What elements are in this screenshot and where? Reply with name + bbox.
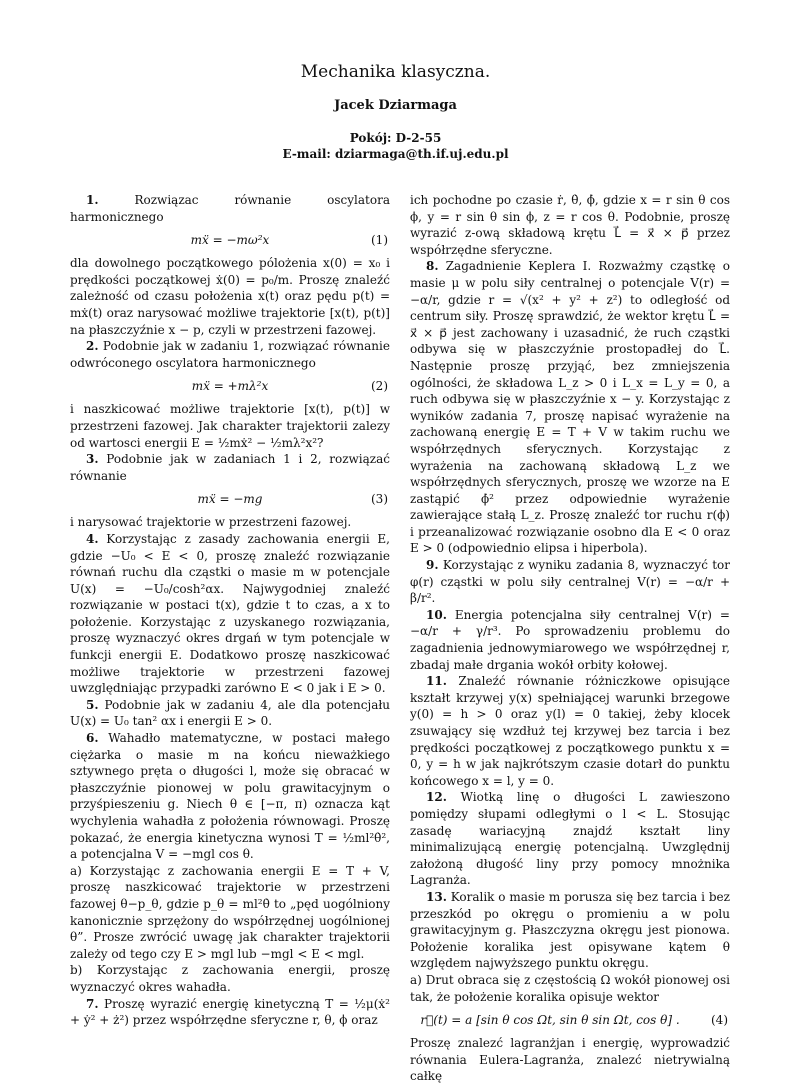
problem-text: Korzystając z wyniku zadania 8, wyznaczyć tor φ(r) cząstki w polu siły centralnej V(r) = −α/r + β/r². bbox=[410, 558, 730, 606]
problem-11 bbox=[410, 673, 730, 789]
document-header bbox=[0, 62, 791, 161]
problem-number: 13. bbox=[426, 889, 447, 904]
problem-3-continued: i narysować trajektorie w przestrzeni fazowej. bbox=[70, 515, 352, 530]
equation-tag: (4) bbox=[711, 1013, 728, 1028]
left-column bbox=[70, 192, 390, 1029]
problem-number: 1. bbox=[86, 193, 99, 207]
problem-text: Podobnie jak w zadaniach 1 i 2, rozwiązać równanie bbox=[70, 452, 390, 483]
problem-text: Wiotką linę o długości L zawieszono pomiędzy słupami odległymi o l < L. Stosując zasadę wariacyjną znajdź kształt liny minimalizującą energię potencjalną. Uwzględnij założoną długość liny przy pomocy mnożnika Lagranża. bbox=[410, 790, 730, 888]
problem-9 bbox=[410, 557, 730, 607]
author-name: Jacek Dziarmaga bbox=[334, 98, 457, 113]
problem-1-continued: dla dowolnego początkowego pólożenia x(0) = x₀ i prędkości początkowej ẋ(0) = p₀/m. Proszę znaleźć zależność od czasu położenia x(t) oraz pędu p(t) = mẋ(t) oraz narysować możliwe trajektorie [x(t), p(t)] na płaszczyźnie x − p, czyli w przestrzeni fazowej. bbox=[70, 256, 390, 337]
room-info: Pokój: D-2-55 bbox=[349, 131, 442, 145]
problem-number: 4. bbox=[86, 531, 99, 546]
email-info: E-mail: dziarmaga@th.if.uj.edu.pl bbox=[282, 147, 509, 161]
problem-5 bbox=[70, 697, 390, 730]
problem-number: 10. bbox=[426, 607, 447, 622]
right-column bbox=[410, 192, 730, 1085]
equation-4 bbox=[410, 1005, 730, 1035]
problem-text: Korzystając z zasady zachowania energii E, gdzie −U₀ < E < 0, proszę znaleźć rozwiązanie równań ruchu dla cząstki o masie m w potencjale U(x) = −U₀/cosh²αx. Najwygodniej znaleźć rozwiązanie w postaci t(x), gdzie t to czas, a x to położenie. Korzystając z uzyskanego rozwiązania, proszę wyznaczyć okres drgań w tym potencjale w funkcji energii E. Dodatkowo proszę naszkicować możliwe trajektorie w przestrzeni fazowej uwzględniając przypadki zarówno E < 0 jak i E > 0. bbox=[70, 531, 390, 696]
problem-number: 12. bbox=[426, 790, 447, 805]
problem-7-continued: ich pochodne po czasie ṙ, θ̇, ϕ̇, gdzie x = r sin θ cos ϕ, y = r sin θ sin ϕ, z = r cos θ. Podobnie, proszę wyrazić z-ową składową krętu L⃗ = x⃗ × p⃗ przez współrzędne sferyczne. bbox=[410, 193, 730, 257]
equation-1 bbox=[70, 225, 390, 255]
problem-6b: b) Korzystając z zachowania energii, proszę wyznaczyć okres wahadła. bbox=[70, 963, 390, 994]
problem-13b: Proszę znalezć lagranżjan i energię, wyprowadzić równania Eulera-Lagranża, znalezć nietrywialną całkę bbox=[410, 1036, 730, 1084]
problem-text: Wahadło matematyczne, w postaci małego ciężarka o masie m na końcu nieważkiego sztywnego pręta o długości l, może się obracać w płaszczyźnie pionowej w polu grawitacyjnym o przyśpieszeniu g. Niech θ ∈ [−π, π) oznacza kąt wychylenia wahadła z położenia równowagi. Proszę pokazać, że energia kinetyczna wynosi T = ½ml²θ̇², a potencjalna V = −mgl cos θ. bbox=[70, 731, 390, 862]
problem-text: Znaleźć równanie różniczkowe opisujące kształt krzywej y(x) spełniającej warunki brzegowe y(0) = h > 0 oraz y(l) = 0 takiej, żeby klocek zsuwający się wzdłuż tej krzywej bez tarcia i bez prędkości początkowej z początkowego punktu x = 0, y = h w jak najkrótszym czasie dotarł do punktu końcowego x = l, y = 0. bbox=[410, 674, 730, 788]
problem-number: 11. bbox=[426, 674, 447, 689]
equation-tag: (3) bbox=[371, 492, 388, 507]
problem-text: Podobnie jak w zadaniu 4, ale dla potencjału U(x) = U₀ tan² αx i energii E > 0. bbox=[70, 697, 390, 729]
equation-text: r⃗(t) = a [sin θ cos Ωt, sin θ sin Ωt, cos θ] . bbox=[420, 1013, 680, 1028]
problem-text: Podobnie jak w zadaniu 1, rozwiązać równanie odwróconego oscylatora harmonicznego bbox=[70, 339, 390, 370]
equation-text: mẍ = +mλ²x bbox=[191, 379, 269, 394]
problem-10 bbox=[410, 607, 730, 673]
problem-number: 9. bbox=[426, 558, 439, 573]
document-title: Mechanika klasyczna. bbox=[300, 62, 491, 82]
problem-number: 2. bbox=[86, 339, 99, 354]
equation-text: mẍ = −mg bbox=[197, 492, 263, 507]
problem-13 bbox=[410, 889, 730, 972]
problem-2 bbox=[70, 338, 390, 371]
problem-text: Rozwiązac równanie oscylatora harmonicznego bbox=[70, 193, 390, 224]
problem-number: 5. bbox=[86, 697, 99, 712]
problem-6 bbox=[70, 730, 390, 863]
problem-6a: a) Korzystając z zachowania energii E = T + V, proszę naszkicować trajektorie w przestrzeni fazowej θ−p_θ, gdzie p_θ = ml²θ̇ to „pęd uogólniony kanonicznie sprzężony do współrzędnej uogólnionej θ”. Prosze zwrócić uwagę jak charakter trajektorii zależy od tego czy E > mgl lub −mgl < E < mgl. bbox=[70, 863, 390, 961]
problem-1 bbox=[70, 192, 390, 225]
problem-number: 6. bbox=[86, 731, 99, 746]
equation-3 bbox=[70, 484, 390, 514]
equation-tag: (2) bbox=[371, 379, 388, 394]
equation-tag: (1) bbox=[371, 233, 388, 248]
problem-4 bbox=[70, 531, 390, 697]
problem-text: Proszę wyrazić energię kinetyczną T = ½μ(ẋ² + ẏ² + ż²) przez współrzędne sferyczne r, θ, ϕ oraz bbox=[70, 996, 390, 1028]
problem-text: Energia potencjalna siły centralnej V(r) = −α/r + γ/r³. Po sprowadzeniu problemu do zagadnienia jednowymiarowego we współrzędnej r, zbadaj małe drgania wokół orbity kołowej. bbox=[410, 607, 730, 672]
problem-12 bbox=[410, 789, 730, 889]
problem-3 bbox=[70, 451, 390, 484]
problem-number: 7. bbox=[86, 996, 99, 1011]
equation-2 bbox=[70, 371, 390, 401]
problem-number: 3. bbox=[86, 452, 99, 467]
problem-8 bbox=[410, 258, 730, 557]
problem-13a: a) Drut obraca się z częstością Ω wokół pionowej osi tak, że położenie koralika opisuje wektor bbox=[410, 972, 730, 1004]
problem-text: Koralik o masie m porusza się bez tarcia i bez przeszkód po okręgu o promieniu a w polu grawitacyjnym g. Płaszczyzna okręgu jest pionowa. Położenie koralika jest opisywane kątem θ względem najwyższego punktu okręgu. bbox=[410, 889, 730, 971]
equation-text: mẍ = −mω²x bbox=[190, 233, 270, 248]
problem-text: Zagadnienie Keplera I. Rozważmy cząstkę o masie μ w polu siły centralnej o potencjale V(r) = −α/r, gdzie r = √(x² + y² + z²) to odległość od centrum siły. Proszę sprawdzić, że wektor krętu L⃗ = x⃗ × p⃗ jest zachowany i uzasadnić, że ruch cząstki odbywa się w płaszczyźnie prostopadłej do L⃗. Następnie proszę przyjąć, bez zmniejszenia ogólności, że składowa L_z > 0 i L_x = L_y = 0, a ruch odbywa się w płaszczyźnie x − y. Korzystając z wyników zadania 7, proszę napisać wyrażenie na zachowaną energię E = T + V w takim ruchu we współrzędnych sferycznych. Korzystając z wyrażenia na zachowaną składową L_z we współrzędnych sferycznych, proszę we wzorze na E zastąpić ϕ̇² przez odpowiednie wyrażenie zawierające stałą L_z. Proszę znaleźć tor ruchu r(ϕ) i przeanalizować rozwiązanie osobno dla E < 0 oraz E > 0 (odpowiednio elipsa i hiperbola). bbox=[410, 259, 730, 556]
problem-2-continued: i naszkicować możliwe trajektorie [x(t), p(t)] w przestrzeni fazowej. Jak charakter trajektorii zalezy od wartosci energii E = ½mẋ² − ½mλ²x²? bbox=[70, 402, 390, 450]
problem-number: 8. bbox=[426, 259, 439, 274]
